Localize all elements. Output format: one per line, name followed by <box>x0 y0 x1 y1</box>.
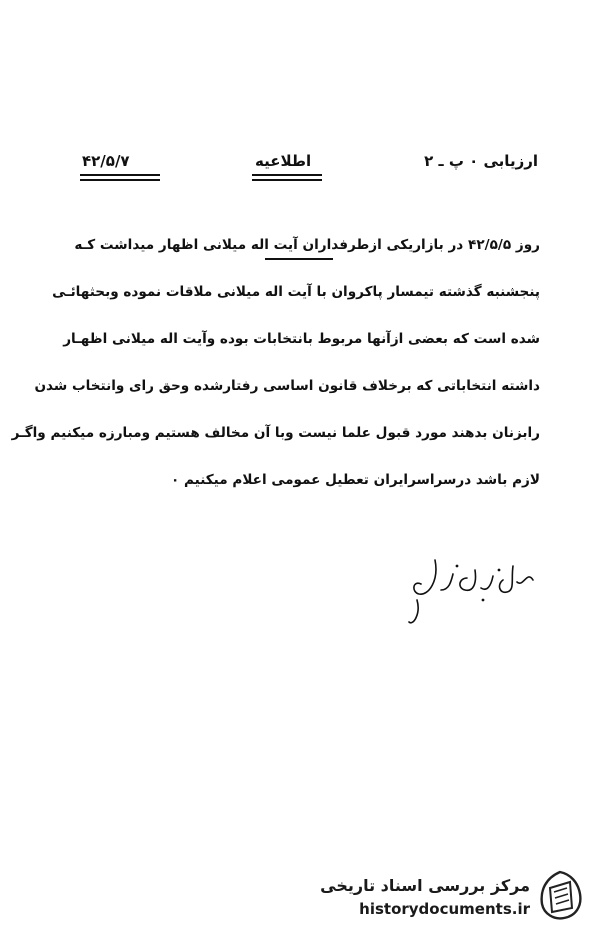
body-line: روز ۴۲/۵/۵ در بازاریکی ازطرفداران آیت اله میلانی اظهار میداشت کـه <box>74 237 540 253</box>
archive-emblem-icon <box>536 870 584 922</box>
watermark-url: historydocuments.ir <box>359 900 530 918</box>
body-line: شده است که بعضی ازآنها مربوط بانتخابات بوده وآیت اله میلانی اظهـار <box>63 331 540 347</box>
handwritten-signature <box>395 540 545 640</box>
body-line: لازم باشد درسراسرایران تعطیل عمومی اعلام میکنیم ۰ <box>170 472 540 488</box>
watermark-name: مرکز بررسی اسناد تاریخی <box>320 876 530 895</box>
date-underline <box>80 174 160 181</box>
name-underline <box>265 258 333 260</box>
body-line: رابزنان بدهند مورد قبول علما نیست وبا آن مخالف هستیم ومبارزه میکنیم واگـر <box>11 425 540 441</box>
watermark-logo <box>320 868 590 924</box>
title-underline <box>252 174 322 181</box>
report-body <box>11 222 540 504</box>
body-line: پنجشنبه گذشته تیمسار پاکروان با آیت اله میلانی ملاقات نموده وبحثهائـی <box>52 284 540 300</box>
body-line: داشته انتخاباتی که برخلاف قانون اساسی رفتارشده وحق رای وانتخاب شدن <box>34 378 540 394</box>
reference-code: ارزیابی ۰ پ ـ ۲ <box>424 152 538 170</box>
document-date: ۴۲/۵/۷ <box>82 152 130 170</box>
document-title: اطلاعیه <box>255 152 312 170</box>
